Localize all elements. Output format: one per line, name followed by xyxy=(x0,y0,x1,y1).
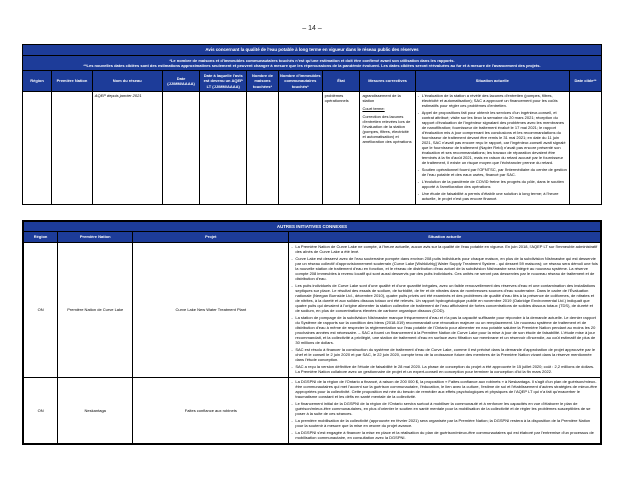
advisories-table-notes xyxy=(23,55,602,71)
initiative-row-neskantaga xyxy=(23,377,601,444)
cell-status: problèmes opérationnels xyxy=(322,91,360,204)
initiatives-title-row xyxy=(23,221,601,232)
cell-date-aqep-lt xyxy=(200,91,247,204)
cell-corrective-measures xyxy=(360,91,415,204)
col-corrective-measures: Mesures correctives xyxy=(360,71,415,92)
col-date: Date (JJ/MM/AAAA) xyxy=(162,71,200,92)
cell2-region: ON xyxy=(23,242,58,377)
situation-bullet: - SAC a reçu la version définitive de l'étude de faisabilité le 28 mai 2020. La phase de conception du projet a été approuvée le 15 juillet 2020; coût : 2,2 millions de dollars. La Première Nation collabore avec un gestionnaire de projet et un expert-conseil en conception pour terminer la conception d'ici la fin mars 2022. xyxy=(291,363,595,374)
corrective-measure-maintenance: Correction des lacunes d'entretien relevées lors de l'évaluation de la station (pompes, filtres, électricité et automatisation) et amélioration des opérations xyxy=(362,113,412,144)
situation-bullet: - Soutien opérationnel fourni par l'OFNTSC, par l'intermédiaire du centre de gestion de l'eau potable et des eaux usées, financé par SAC. xyxy=(417,166,567,177)
corrective-measure-short-term-label: Court terme: xyxy=(362,105,385,111)
advisories-notes-row xyxy=(23,55,602,71)
col-target-date: Date cible** xyxy=(569,71,601,92)
col2-project: Projet xyxy=(133,232,289,242)
situation-bullet: - Le financement initial de la DGSPNI de la région de l'Ontario servira surtout à mobiliser la communauté et à renforcer les capacités en vue d'élaborer le plan de guérison/mieux-être communautaires, en plus d'orienter le soutien en santé mentale pour la mobilisation de la collectivité et de régler les problèmes susceptibles de se poser à la suite de ces séances. xyxy=(291,400,591,416)
col-network-name: Nom du réseau xyxy=(92,71,162,92)
cell2-first-nation: Neskantaga xyxy=(58,377,133,444)
initiatives-table-title: AUTRES INITIATIVES CONNEXES xyxy=(23,221,601,232)
situation-bullet: - Les puits individuels de Curve Lake sont d'une qualité et d'une quantité inégales, avec un faible renouvellement des réserves d'eau et une contamination des installations septiques sur place. Le résultat des essais de sodium, de turbidité, de fer et de nitrates dans de nombreuses sources d'eau souterraine. Dans le cadre de l'Évaluation nationale (Neegan Burnside Ltd., décembre 2010), quatre puits privés ont été examinés et des problèmes de qualité d'eau liés à la présence de coliformes, de nitrates et de nitrites, à la dureté et aux solides dissous totaux ont été relevés. Un rapport hydrogéologique publié en novembre 2019 (Oakridge Environmental Ltd.) indiquait que quatre puits qui devaient à l'origine alimenter la station collective de traitement de l'eau affichaient de fortes concentrations de solides dissous totaux (TDS), de dureté et de sodium, en plus de concentrations élevées de carbone organique dissous (COD). xyxy=(291,282,596,313)
cell2-first-nation: Première Nation de Curve Lake xyxy=(58,242,133,377)
cell-first-nation xyxy=(52,91,93,204)
initiative-row-curve-lake xyxy=(23,242,601,377)
cell2-current-situation xyxy=(289,377,601,444)
situation-bullet: - La DGSPNI s'est engagée à financer la mise en place et la réalisation du plan de guérison/mieux-être communautaires qui est élaboré par l'entremise d'un processus de mobilisation communautaire, en consultation avec la DGSPNI. xyxy=(291,429,594,440)
col2-current-situation: Situation actuelle xyxy=(289,232,601,242)
cell-homes-affected xyxy=(246,91,278,204)
col-homes-affected: Nombre de maisons touchées* xyxy=(246,71,278,92)
advisories-header-row xyxy=(23,71,602,92)
initiatives-header-row xyxy=(23,232,601,242)
cell-target-date xyxy=(569,91,601,204)
situation-bullet: - La station de pompage de la subdivision Nishnawbe manque fréquemment d'eau et n'a pas la capacité suffisante pour répondre à la demande actuelle. Le dernier rapport du Système de rapports sur la condition des biens (2018-019) recommandait une rénovation majeure ou un remplacement. Un nouveau système de traitement et de distribution d'eau à même de respecter la réglementation sur l'eau potable de l'Ontario pour alimenter en eau potable salubre la Première Nation pendant au moins les 20 prochaines années est nécessaire. – SAC a fourni un financement à la Première Nation de Curve Lake pour la mise à jour de son étude de faisabilité. L'étude mise à jour recommandait, et la collectivité a privilégié, une station de traitement d'eau en surface avec filtration sur membrane et un réservoir d'incendie, au coût estimatif de plus de 30 millions de dollars. xyxy=(291,314,596,345)
situation-bullet: - L'évaluation de la station a révélé des lacunes d'entretien (pompes, filtres, électricité et automatisation); SAC a approuvé un financement pour les coûts estimatifs pour régler ces problèmes d'entretien. xyxy=(417,92,558,108)
page-number: – 14 – xyxy=(302,25,322,32)
col-status: État xyxy=(322,71,360,92)
corrective-measure-expansion: agrandissement de la station xyxy=(362,92,401,103)
cell2-project: Curve Lake New Water Treatment Plant xyxy=(133,242,289,377)
note-estimation: *Le nombre de maisons et d'immeubles communautaires touchés n'est qu'une estimation et doit être confirmé avant son utilisation dans les rapports. xyxy=(169,57,455,63)
cell-current-situation xyxy=(415,91,569,204)
col-current-situation: Situation actuelle xyxy=(415,71,569,92)
col-first-nation: Première Nation xyxy=(52,71,93,92)
other-initiatives-table xyxy=(22,220,602,445)
advisories-title-row xyxy=(23,45,602,56)
cell2-current-situation xyxy=(289,242,601,377)
advisories-table-title: Avis concernant la qualité de l'eau potable à long terme en vigueur dans le réseau public des réserves xyxy=(23,45,602,56)
cell-buildings-affected xyxy=(278,91,322,204)
note-target-dates: **Les nouvelles dates ciblées sont des estimations approximatives seulement et peuvent changer à mesure que les répercussions de la pandémie évoluent. Les dates ciblées seront réévaluées au fur et à mesure de l'avancement des projets. xyxy=(83,62,541,68)
col2-region: Région xyxy=(23,232,58,242)
situation-bullet: - La première mobilisation de la collectivité (approuvée en février 2021) sera organisée par la Première Nation; la DGSPNI restera à la disposition de la Première Nation pour la soutenir à mesure que la mise en œuvre du projet avance. xyxy=(291,417,591,428)
advisory-row xyxy=(23,91,602,204)
cell-date xyxy=(162,91,200,204)
col-region: Région xyxy=(23,71,52,92)
cell2-region: ON xyxy=(23,377,58,444)
col2-first-nation: Première Nation xyxy=(58,232,133,242)
cell2-project: Faites confiance aux robinets xyxy=(133,377,289,444)
situation-bullet: - La DGSPNI de la région de l'Ontario a financé, à raison de 200 000 $, la proposition « Faites confiance aux robinets » à Neskantaga. Il s'agit d'un plan de guérison/mieux-être communautaires qui met l'accent sur la guérison communautaire, l'éducation, le lien avec la culture, l'estime de soi et l'établissement d'autres stratégies de mieux-être appropriées pour la collectivité. Cette proposition est née du besoin de remédier aux effets psychologiques et physiques de l'AQEP LT qui n'a fait qu'exacerber le traumatisme constant et les défis en santé mentale de la collectivité. xyxy=(291,378,598,399)
cell-network-name: AQEP depuis janvier 2021 xyxy=(92,91,162,204)
col-date-aqep-lt: Date à laquelle l'avis est devenu un AQEP LT (JJ/MM/AAAA) xyxy=(200,71,247,92)
situation-bullet: - Une étude de faisabilité a permis d'établir une solution à long terme; à l'heure actuelle, le projet n'est pas encore financé. xyxy=(417,190,559,201)
situation-bullet: - SAC est résolu à financer la construction du système de traitement d'eau de Curve Lake, comme il est précisé dans la demande d'approbation de projet approuvée par le chef et le conseil le 2 juin 2020 et par SAC, le 22 juin 2020, compte tenu de la croissance future des membres de la Première Nation vivant dans la réserve mentionnée dans l'étude conception. xyxy=(291,346,596,362)
advisories-table xyxy=(22,44,602,205)
situation-bullet: - Appel de propositions fait pour obtenir les services d'un ingénieur-conseil, et contrat attribué; visite sur les lieux la semaine du 20 mars 2021; réception du rapport d'évaluation de l'ingénieur signalant des problèmes avec les membranes de nanofiltration; fournisseur de traitement évalué le 17 mai 2021; le rapport d'évaluation mis à jour comprenant les conclusions et les recommandations du fournisseur de traitement devant être remis le 31 mai 2021; en date du 11 juin 2021, SAC n'avait pas encore reçu le rapport, car l'ingénieur-conseil avait signalé que le fournisseur de traitement (Napier Reid) n'avait pas encore présenté son évaluation et ses recommandations; les travaux de réparation devaient être terminés à la fin d'août 2021, mais en raison du retard accusé par le fournisseur de traitement, il existe un risque moyen que l'échéancier prenne du retard. xyxy=(417,109,566,165)
col-buildings-affected: Nombre d'immeubles communautaires touchés* xyxy=(278,71,322,92)
situation-bullet: - Curve Lake est desservi avec de l'eau souterraine pompée dans environ 208 puits individuels pour chaque maison, en plus de la subdivision Nishnawbe qui est desservie par un réseau collectif d'approvisionnement souterrain (Curve Lake [Wshkiizhig] Water Supply Treatment System - qui dessert 59 maisons); ce réseau sera démoli une fois la nouvelle station de traitement d'eau en fonction, et le réseau de distribution d'eau actuel de la subdivision Nishnawbe sera intégré au nouveau système. La réserve compte 208 immeubles à revenu locatif qui sont aussi desservis par des puits individuels. Ces unités ne seront pas desservies par le nouveau réseau de traitement et de distribution d'eau. xyxy=(291,255,598,281)
cell-region xyxy=(23,91,52,204)
situation-bullet: - La Première Nation de Curve Lake ne compte, à l'heure actuelle, aucun avis sur la qualité de l'eau potable en vigueur. En juin 2018, l'AQEP LT sur l'immeuble administratif des aînés de Curve Lake a été levé. xyxy=(291,243,598,254)
situation-bullet: - L'évolution de la pandémie de COVID freine les progrès du pôle, dans le soutien apporté à l'amélioration des opérations xyxy=(417,178,564,189)
